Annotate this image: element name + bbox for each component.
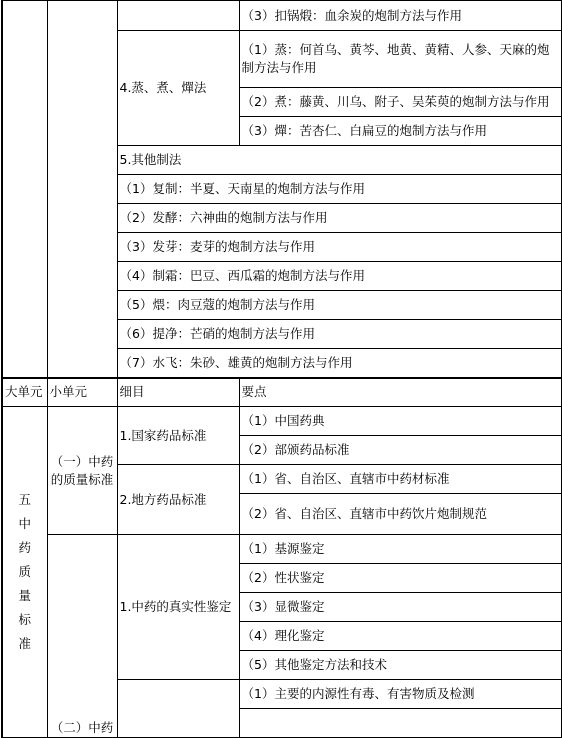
sub2-item-1-point-2: （2）性状鉴定 xyxy=(239,564,562,593)
sub1-item-1-label: 1.国家药品标准 xyxy=(117,407,239,465)
item-5-point-1: （1）复制：半夏、天南星的炮制方法与作用 xyxy=(117,175,562,204)
sub2-item-1-point-4: （4）理化鉴定 xyxy=(239,622,562,651)
sub1-item-1-point-1: （1）中国药典 xyxy=(239,407,562,436)
unit-5-title-char: 量 xyxy=(18,588,31,603)
sub2-item-1-point-3: （3）显微鉴定 xyxy=(239,593,562,622)
sub1-item-2-label: 2.地方药品标准 xyxy=(117,465,239,535)
item-5-point-2: （2）发酵：六神曲的炮制方法与作用 xyxy=(117,204,562,233)
unit-5-title-char: 准 xyxy=(18,636,31,651)
sub2-item-1-point-1: （1）基源鉴定 xyxy=(239,535,562,564)
unit-5-title-char: 药 xyxy=(18,540,31,555)
sub1-item-1-point-2: （2）部颁药品标准 xyxy=(239,436,562,465)
item-4-label: 4.蒸、煮、燀法 xyxy=(117,31,239,146)
header-major-unit: 大单元 xyxy=(2,378,47,407)
header-minor-unit: 小单元 xyxy=(47,378,117,407)
item-4-point-1 xyxy=(239,31,562,88)
subunit-1 xyxy=(47,407,117,535)
subunit-1-line-1: （一）中药 xyxy=(50,453,114,469)
sub2-item-1-label: 1.中药的真实性鉴定 xyxy=(117,535,239,680)
unit-5-title-char: 中 xyxy=(18,516,31,531)
subunit-1-line-2: 的质量标准 xyxy=(50,471,114,487)
unit-5-title xyxy=(2,407,47,738)
unit-5-title-char: 五 xyxy=(18,492,31,507)
item-5-point-4: （4）制霜：巴豆、西瓜霜的炮制方法与作用 xyxy=(117,262,562,291)
header-key-points: 要点 xyxy=(239,378,562,407)
continued-subunit-cell xyxy=(47,1,117,378)
unit-5-title-char: 标 xyxy=(18,612,31,627)
point-pre: （3）扣锅煅：血余炭的炮制方法与作用 xyxy=(239,1,562,31)
continued-unit-cell xyxy=(2,1,47,378)
item-4-point-1-line-2: 制方法与作用 xyxy=(241,60,317,75)
sub2-item-1-point-5: （5）其他鉴定方法和技术 xyxy=(239,651,562,680)
sub1-item-2-point-1: （1）省、自治区、直辖市中药材标准 xyxy=(239,465,562,494)
subunit-2-line-1: （二）中药 xyxy=(50,720,114,735)
sub1-item-2-point-2: （2）省、自治区、直辖市中药饮片炮制规范 xyxy=(239,494,562,535)
header-detail: 细目 xyxy=(117,378,239,407)
item-5-point-3: （3）发芽：麦芽的炮制方法与作用 xyxy=(117,233,562,262)
subunit-2 xyxy=(47,535,117,738)
unit-5-title-char: 质 xyxy=(18,564,31,579)
item-4-point-1-line-1: （1）蒸：何首乌、黄芩、地黄、黄精、人参、天麻的炮 xyxy=(241,42,550,57)
syllabus-table xyxy=(1,0,562,738)
item-5-point-6: （6）提净：芒硝的炮制方法与作用 xyxy=(117,320,562,349)
sub2-item-2-point-2 xyxy=(239,709,562,738)
item-5-label: 5.其他制法 xyxy=(117,146,562,175)
item-4-point-3: （3）燀：苦杏仁、白扁豆的炮制方法与作用 xyxy=(239,117,562,146)
continued-item-cell xyxy=(117,1,239,31)
item-5-point-5: （5）煨：肉豆蔻的炮制方法与作用 xyxy=(117,291,562,320)
item-5-point-7: （7）水飞：朱砂、雄黄的炮制方法与作用 xyxy=(117,349,562,378)
sub2-item-2-point-1: （1）主要的内源性有毒、有害物质及检测 xyxy=(239,680,562,709)
item-4-point-2: （2）煮：藤黄、川乌、附子、吴茱萸的炮制方法与作用 xyxy=(239,88,562,117)
